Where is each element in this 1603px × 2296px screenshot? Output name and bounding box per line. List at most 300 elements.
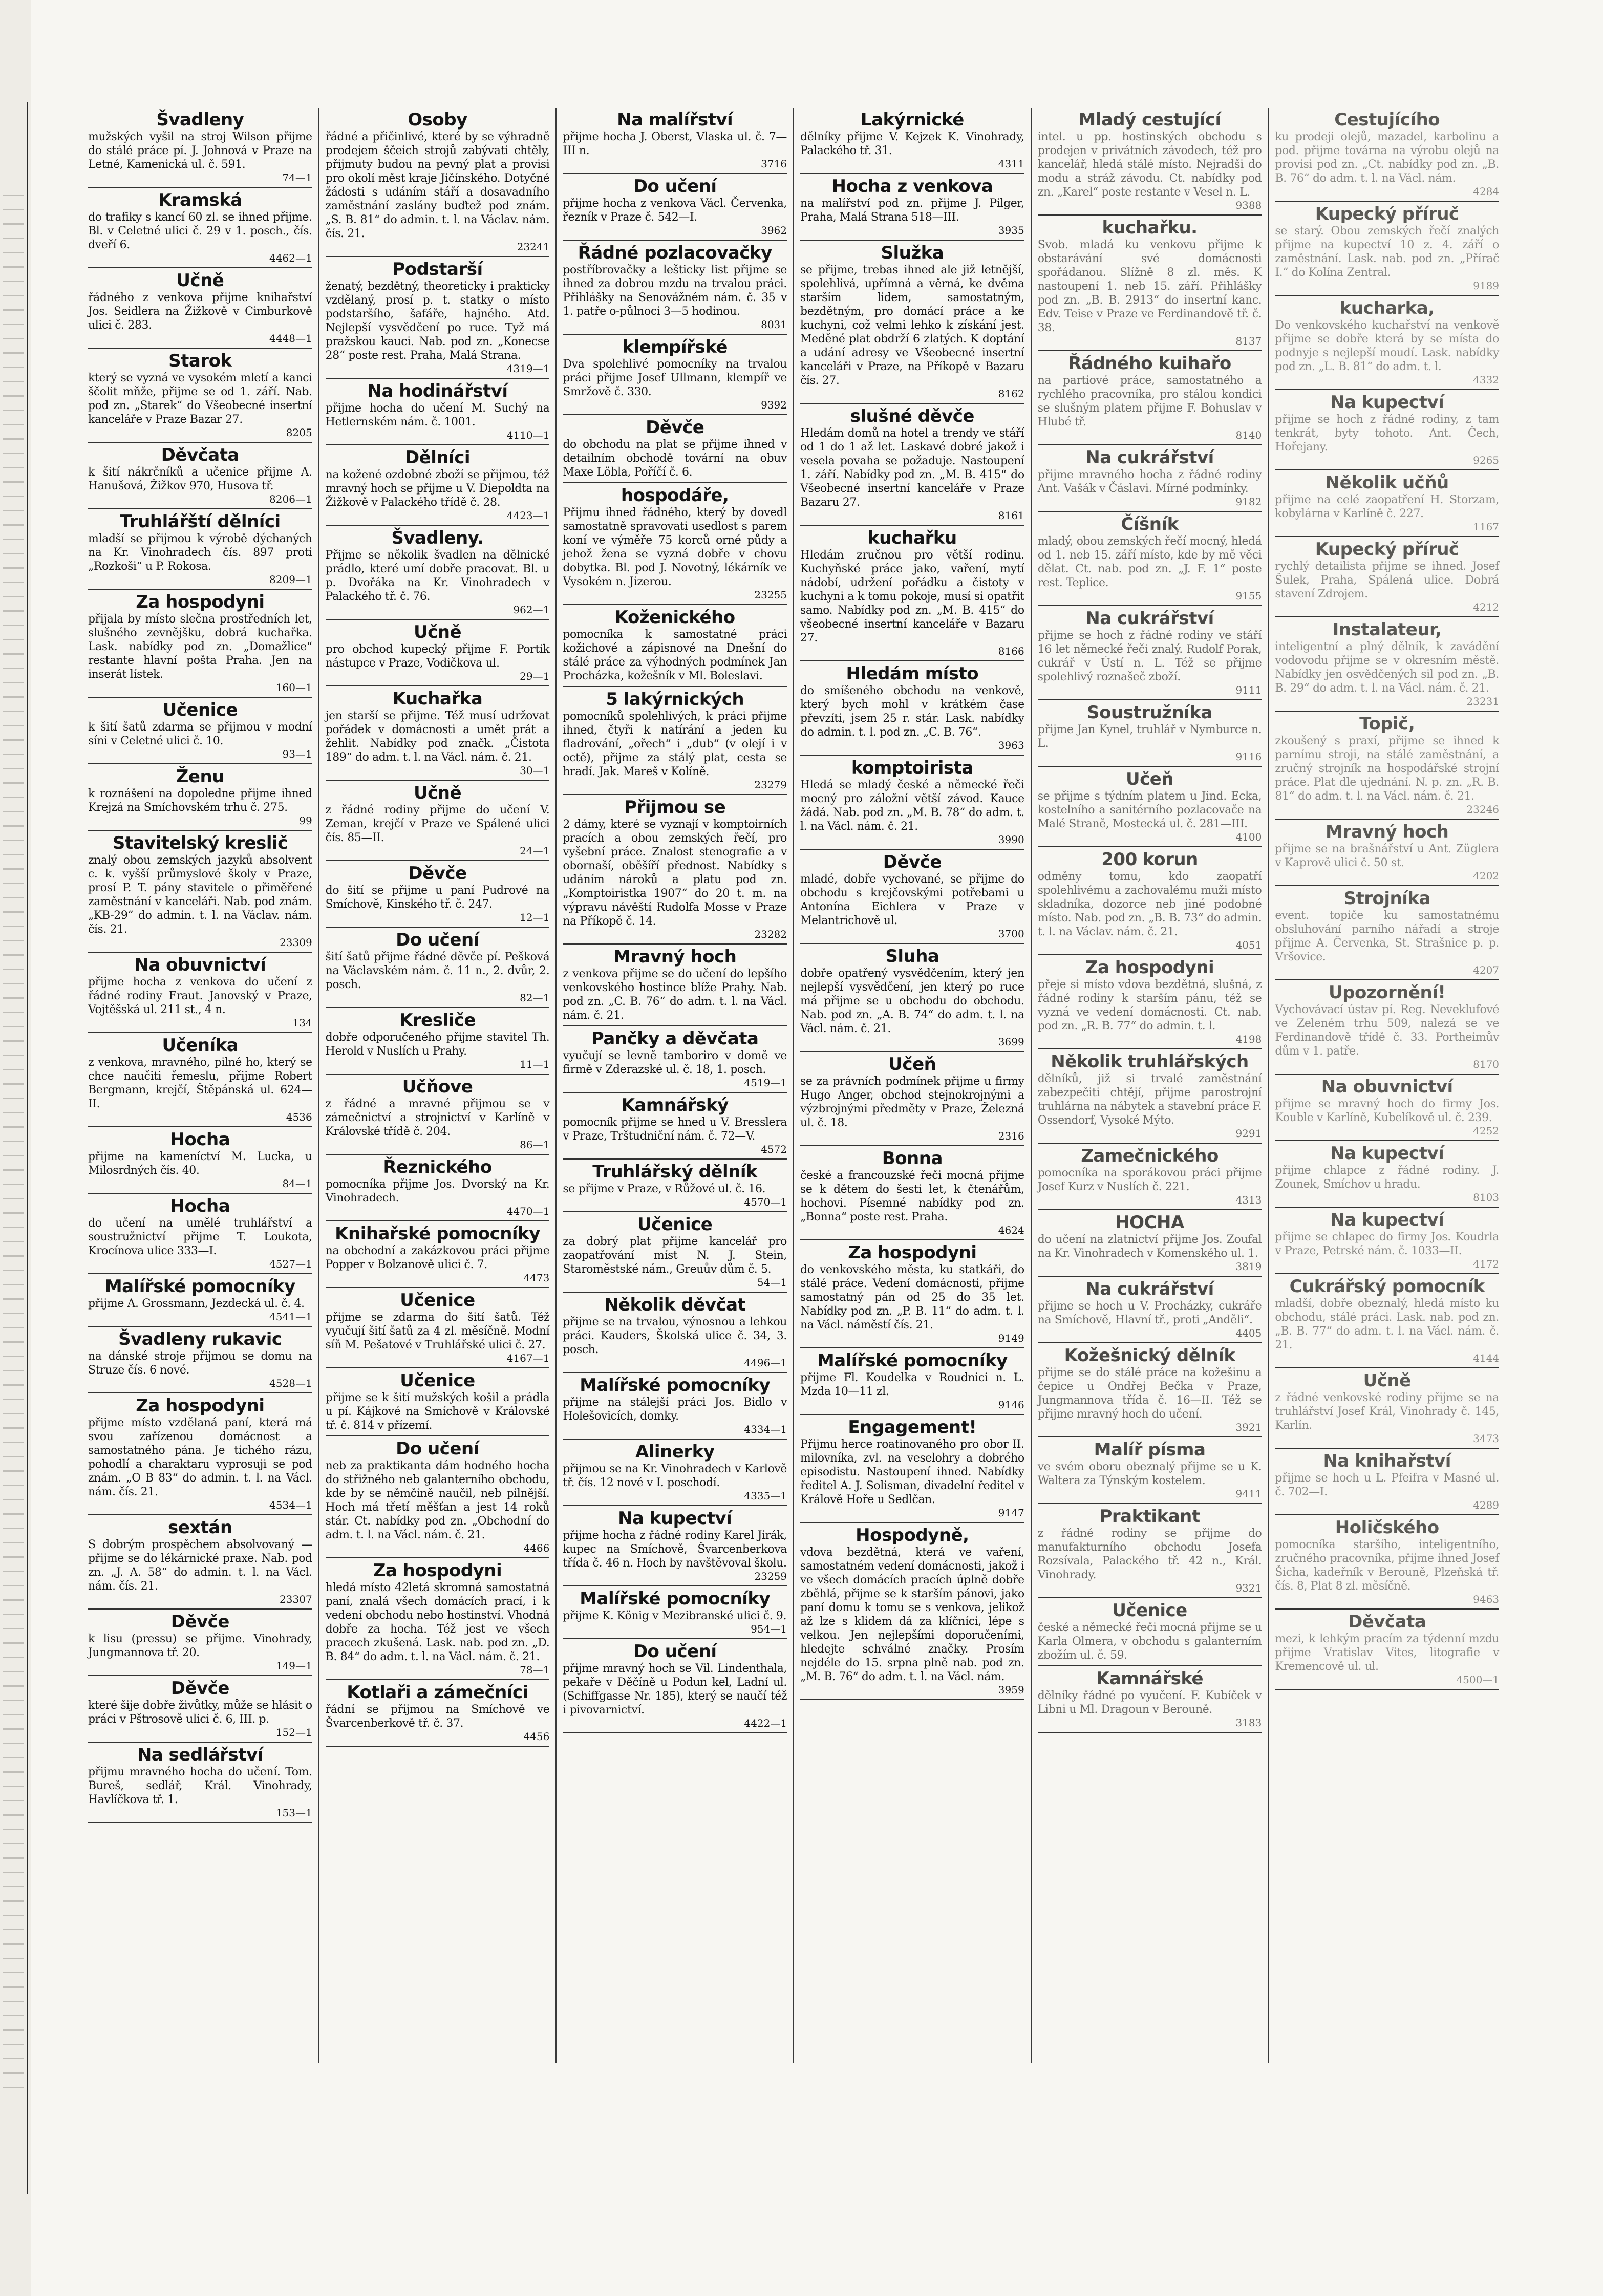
ad-heading: Na kupectví [1330,392,1444,413]
ad-body-text: ve svém oboru obeznalý přijme se u K. Waltera za Týnským kostelem. [1037,1461,1262,1487]
classified-ad [88,1194,312,1274]
classified-ad [563,1373,787,1440]
classified-ad [326,1558,550,1680]
ad-reference-number: 962—1 [513,604,550,616]
classified-ad [563,483,787,605]
ad-body-text: které šije dobře živůtky, může se hlásit o práci v Pštrosově ulici č. 6, III. p. [88,1699,312,1726]
ad-heading: Na cukrářství [1085,447,1214,468]
ad-heading: Na kupectví [1330,1143,1444,1164]
ad-body-text: dobře odporučeného přijme stavitel Th. Herold v Nuslích u Prahy. [325,1031,550,1058]
ad-body-text: přijala by místo slečna prostředních let, slušného zevnějšku, dobrá kuchařka. Lask. nabídky pod zn. „Domažlice“ restante hlavní pošta Praha. Jen na inserát lístek. [88,613,312,681]
ad-reference-number: 2316 [998,1130,1024,1142]
ad-body-text: Přijme se několik švadlen na dělnické prádlo, které umí dobře pracovat. Bl. u p. Dvořáka na Kr. Vinohradech v Palackého tř. č. 76. [325,549,550,603]
ad-reference-number: 4470—1 [506,1205,550,1217]
ad-heading: Na knihařství [1323,1451,1451,1471]
classified-ad [800,1348,1024,1415]
classified-ad [1038,216,1262,351]
classified-ad [1038,1666,1262,1733]
ad-body-text: přijme hocha do učení M. Suchý na Hetlernském nám. č. 1001. [325,402,550,428]
classified-ad [88,1676,312,1743]
ad-heading: hospodáře, [621,485,729,506]
ad-heading: Švadleny. [391,528,484,548]
ad-body-text: do trafiky s kancí 60 zl. se ihned přijme. Bl. v Celetné ulici č. 29 v 1. posch., čís. dveří 6. [88,211,312,251]
ad-body-text: k šití nákrčníků a učenice přijme A. Hanušová, Žižkov 970, Husova tř. [88,466,312,492]
classified-ad [88,1743,312,1823]
ad-body-text: pro obchod kupecký přijme F. Portik nástupce v Praze, Vodičkova ul. [325,643,550,670]
ad-body-text: řádné a přičinlivé, které by se výhradně prodejem ščeich strojů zabývati chtěly, přijmuty budou na pevný plat a provisi pro okolí měst kraje Jičínského. Dotyčné žádosti s udáním stáří a dosavadního zaměstnání zaslány buďtež pod znám. „S. B. 81“ do admin. t. l. na Václav. nám. čís. 21. [325,131,550,240]
classified-ad [1275,1141,1499,1208]
ad-body-text: inteligentní a plný dělník, k zavádění vodovodu přijme se v okresním městě. Nabídky jen osvědčených sil pod zn. „B. B. 29“ do adm. t. l. na Václ. nám. č. 21. [1275,640,1500,695]
ad-reference-number: 4252 [1473,1125,1500,1137]
classified-ad [1038,606,1262,700]
classified-ad [1275,712,1499,820]
ad-reference-number: 4167—1 [506,1352,550,1364]
ad-reference-number: 8140 [1235,429,1262,441]
ad-heading: Hocha [170,1196,230,1216]
classified-ad [563,1440,787,1506]
classified-ad [88,590,312,698]
ad-heading: Cestujícího [1334,110,1440,130]
ad-reference-number: 9147 [998,1507,1024,1519]
ad-body-text: přijme se na trvalou, výnosnou a lehkou práci. Kauders, Školská ulice č. 34, 3. posch. [563,1316,787,1356]
ad-body-text: mezi, k lehkým pracím za týdenní mzdu přijme Vratislav Vites, litografie v Kremencově ul. ul. [1275,1633,1500,1673]
ad-reference-number: 84—1 [282,1177,312,1190]
ad-heading: kuchařku. [1102,218,1198,238]
ad-heading: Číšník [1121,514,1179,534]
classified-ad [326,1075,550,1155]
ad-heading: Malířské pomocníky [817,1350,1008,1371]
ad-body-text: pomocníka přijme Jos. Dvorský na Kr. Vinohradech. [325,1178,550,1205]
ad-body-text: event. topiče ku samostatnému obsluhování parního nářadí a stroje přijme A. Červenka, St. Strašnice p. p. Vršovice. [1275,909,1500,963]
ad-body-text: přijme mravný hoch se Vil. Lindenthala, pekaře v Děčíně u Podun kel, Ladní ul. (Schiffgasse Nr. 185), který se naučí též i pivovarnictví. [563,1662,787,1716]
classified-ad [88,1327,312,1393]
ad-body-text: vdova bezdětná, která ve vaření, samostatném vedení domácnosti, jakož i ve všech domácích pracích úplně dobře zběhlá, přijme se k starším pánovi, jako paní domu k tomu se s venkova, jelikož až lze s klidem dá za klíčníci, lépe s velkou. Jen nejlepšími doporučeními, hledejte schválné značky. Prosím nejdéle do 15. srpna plně nab. pod zn. „M. B. 76“ do adm. t. l. na Václ. nám. [800,1546,1024,1683]
classified-ad [1038,1210,1262,1277]
ad-reference-number: 9146 [998,1399,1024,1411]
ad-reference-number: 9149 [998,1332,1024,1344]
ad-body-text: do smíšeného obchodu na venkově, který bych mohl v krátkém čase převzíti, jsem 25 r. stár. Lask. nabídky do admin. t. l. pod zn. „C. B. 76“. [800,684,1024,739]
classified-ad [1038,1277,1262,1343]
ad-body-text: přijme se hoch u L. Pfeifra v Masné ul. č. 702—I. [1275,1472,1500,1498]
ad-reference-number: 4473 [523,1272,550,1284]
ad-heading: Lakýrnické [860,110,964,130]
ad-reference-number: 152—1 [275,1726,312,1739]
ad-reference-number: 54—1 [757,1276,787,1289]
classified-ad [1038,1144,1262,1210]
classified-ad [88,108,312,188]
ad-heading: Řádného kuihařo [1068,353,1231,374]
ad-heading: Topič, [1359,714,1415,734]
ad-heading: Holičského [1335,1517,1439,1538]
classified-ad [800,526,1024,661]
ad-body-text: přijme se k šití mužských košil a prádla u pí. Kájkové na Smíchově v Královské tř. č. 814 v přízemí. [325,1391,550,1432]
ad-reference-number: 78—1 [520,1664,550,1676]
ad-body-text: řádného z venkova přijme knihařství Jos. Seidlera na Žižkově v Cimburkově ulici č. 283. [88,291,312,332]
ad-heading: Učně [413,622,462,642]
ad-reference-number: 1167 [1473,521,1500,533]
ad-heading: Kamnářské [1096,1668,1204,1689]
column-2 [319,108,557,2063]
ad-body-text: přijme se na brašnářství u Ant. Züglera v Kaprově ulici č. 50 st. [1275,843,1500,869]
classified-ad [1275,390,1499,470]
ad-body-text: se přijme, trebas ihned ale již letnější, spolehlivá, upřímná a věrná, ke dvěma starším lidem, samostatným, bezdětným, pro domácí práce a ke kuchyni, což velmi lehko k získání jest. Meděné plat obdrží 6 zlatých. K doptání a udání adresy ve Všeobecné insertní kanceláři v Praze, na Příkopě v Bazaru čís. 27. [800,264,1024,387]
ad-reference-number: 8161 [998,509,1024,522]
ad-body-text: k roznášení na dopoledne přijme ihned Krejzá na Smíchovském trhu č. 275. [88,787,312,814]
ad-reference-number: 82—1 [520,992,550,1004]
ad-body-text: na kožené ozdobné zboží se přijmou, též mravný hoch se přijme u V. Diepoldta na Žižkově v Palackého třídě č. 28. [325,468,550,509]
ad-heading: Mravný hoch [1326,822,1449,842]
ad-reference-number: 4519—1 [744,1077,787,1089]
ad-body-text: do šití se přijme u paní Pudrové na Smíchově, Kinského tř. č. 247. [325,884,550,911]
ad-body-text: 2 dámy, které se vyznají v komptoirních pracích a obou zemských řečí, pro vyšební práce. Znalost stenografie a v obornaší, oběšíří přednost. Nabídky s udáním nároků a platu pod zn. „Komptoiristka 1907“ do 20 t. m. na výpravu návěští Rudolfa Mosse v Praze na Příkopě č. 14. [563,818,787,928]
classified-ad [88,953,312,1033]
classified-ad [326,928,550,1008]
ad-reference-number: 4541—1 [269,1311,312,1323]
ad-body-text: přijme na kameníctví M. Lucka, u Milosrdných čís. 40. [88,1150,312,1177]
ad-heading: Děvčata [1348,1612,1426,1632]
ad-heading: Děvče [408,863,467,884]
ad-reference-number: 4570—1 [744,1196,787,1208]
ad-body-text: mužských vyšil na stroj Wilson přijme do stálé práce pí. J. Johnová v Praze na Letné, Kamenická ul. č. 591. [88,131,312,171]
classified-ad [563,1586,787,1639]
classified-ad [563,1026,787,1093]
ad-body-text: Přijmu ihned řádného, který by dovedl samostatně spravovati usedlost s parem koní ve výměře 75 korců orné půdy a jehož žena se vyzná dobře v chovu dobytka. Bl. pod J. Novotný, lékárník ve Vysokém n. Jizerou. [563,506,787,588]
classified-ad [800,1415,1024,1523]
ad-body-text: přijme mravného hocha z řádné rodiny Ant. Vašák v Čáslavi. Mírné podmínky. [1037,468,1262,495]
classified-ad [88,349,312,443]
classified-ad [1275,820,1499,886]
ad-heading: Služka [881,243,944,263]
classified-ad [1275,886,1499,980]
classified-ad [800,108,1024,174]
ad-heading: Stavitelský kreslič [112,833,288,853]
classified-ads-columns [82,108,1505,2063]
ad-body-text: přijme A. Grossmann, Jezdecká ul. č. 4. [88,1297,305,1310]
ad-reference-number: 4144 [1473,1352,1500,1364]
previous-page-text-fragment [3,195,24,2101]
ad-heading: Hocha z venkova [831,176,993,197]
classified-ad [1275,202,1499,296]
ad-body-text: přijmu mravného hocha do učení. Tom. Bureš, sedlář, Král. Vinohrady, Havlíčkova tř. 1. [88,1766,312,1806]
classified-ad [563,1506,787,1586]
ad-reference-number: 9155 [1235,590,1262,602]
ad-heading: 5 lakýrnických [606,689,744,710]
ad-body-text: přijme se hoch u V. Procházky, cukráře na Smíchově, Hlavní tř., proti „Anděli“. [1037,1300,1262,1326]
classified-ad [88,1274,312,1327]
classified-ad [326,257,550,379]
classified-ad [1275,1515,1499,1610]
ad-body-text: z venkova, mravného, pilné ho, který se chce naučiti řemeslu, přijme Robert Bergmann, krejčí, Štěpánská ul. 624—II. [88,1056,312,1110]
classified-ad [800,1052,1024,1146]
ad-heading: Hledám místo [846,663,979,684]
classified-ad [563,687,787,795]
ad-reference-number: 23279 [754,779,787,791]
ad-body-text: dělníky řádné po vyučení. F. Kubíček v Libni u Ml. Dragoun v Berouně. [1037,1689,1262,1716]
ad-body-text: neb za praktikanta dám hodného hocha do střižného neb galanterního obchodu, kde by se němčině naučil, neb pilnější. Hoch má třetí měšťan a jest 14 roků stár. Ct. nabídky pod zn. „Obchodní do adm. t. l. na Václ. nám. č. 21. [325,1460,550,1541]
ad-body-text: odměny tomu, kdo zaopatří spolehlivému a zachovalému muži místo skladníka, dozorce neb jiné podobné místo. Nab. pod zn. „B. B. 73“ do admin. t. l. na Václav. nám. č. 21. [1037,870,1262,938]
ad-reference-number: 4423—1 [506,509,550,522]
classified-ad [563,174,787,241]
ad-heading: Na cukrářství [1085,1279,1214,1299]
ad-heading: Učeníka [162,1035,239,1056]
ad-body-text: na partiové práce, samostatného a rychlého pracovníka, pro stálou kondici se slušným platem přijme F. Bohuslav v Hlubé tř. [1037,374,1262,428]
ad-heading: kucharka, [1339,298,1435,318]
column-3 [557,108,794,2063]
ad-body-text: přijme místo vzdělaná paní, která má svou zařízenou domácnost a samostatného pána. Je tichého rázu, pohodlí a charaktaru vyprosuji se pod znám. „O B 83“ do admin. t. l. na Václ. nám. čís. 21. [88,1417,312,1498]
ad-heading: Podstarší [392,259,483,280]
ad-heading: sextán [168,1517,232,1538]
classified-ad [326,1680,550,1747]
ad-body-text: se starý. Obou zemských řečí znalých přijme na kupectví 10 z. 4. září o zaměstnání. Lask. nab. pod zn. „Přírač I.“ do Kolína Zentral. [1275,225,1500,279]
ad-reference-number: 23259 [754,1570,787,1582]
ad-heading: Do učení [396,1439,479,1459]
ad-body-text: Přijmu herce roatinovaného pro obor II. milovníka, zvl. na veselohry a dobrého episodistu. Nastoupení ihned. Nabídky ředitel A. J. Solisman, divadelní ředitel v Králově Hoře u Sedlčan. [800,1438,1024,1506]
ad-reference-number: 4289 [1473,1499,1500,1511]
classified-ad [88,1393,312,1515]
classified-ad [1275,1449,1499,1515]
ad-heading: HOCHA [1115,1212,1184,1233]
ad-reference-number: 4448—1 [269,332,312,345]
ad-heading: Cukrářský pomocník [1289,1276,1485,1297]
ad-reference-number: 23282 [754,928,787,940]
classified-ad [326,781,550,861]
ad-body-text: z venkova přijme se do učení do lepšího venkovského hostince blíže Prahy. Nab. pod zn. „C. B. 76“ do adm. t. l. na Václ. nám. č. 21. [563,968,787,1022]
ad-heading: Za hospodyni [848,1242,977,1263]
column-6 [1269,108,1505,2063]
classified-ad [563,795,787,945]
classified-ad [326,1436,550,1558]
ad-heading: Děvče [883,852,942,872]
ad-heading: Učeň [888,1054,936,1075]
ad-body-text: přijme hocha z řádné rodiny Karel Jirák, kupec na Smíchově, Švarcenberkova třída č. 46 n. Hoch by navštěvoval školu. [563,1529,787,1570]
ad-body-text: přijme se chlapec do firmy Jos. Koudrla v Praze, Petrské nám. č. 1033—II. [1275,1231,1500,1257]
ad-reference-number: 4500—1 [1456,1673,1500,1686]
classified-ad [1038,847,1262,955]
ad-reference-number: 9116 [1235,750,1262,763]
ad-body-text: dělníků, již si trvalé zaměstnání zabezpečiti chtějí, přijme parostrojní truhlárna na nábytek a stavební práce F. Ossendorf, Vysoké Mýto. [1037,1072,1262,1127]
ad-heading: Za hospodyni [136,1396,265,1416]
ad-heading: Na cukrářství [1085,608,1214,629]
ad-reference-number: 4527—1 [269,1258,312,1270]
ad-reference-number: 4572 [761,1143,787,1155]
classified-ad [326,1288,550,1368]
ad-heading: Dělníci [404,447,471,468]
ad-reference-number: 4051 [1235,939,1262,951]
ad-body-text: z řádné rodiny se přijme do manufakturního obchodu Josefa Rozsívala, Palackého tř. 42 n., Král. Vinohrady. [1037,1527,1262,1581]
ad-body-text: Dva spolehlivé pomocníky na trvalou práci přijme Josef Ullmann, klempíř ve Smržově č. 330. [563,358,787,398]
ad-body-text: přijme se do stálé práce na kožešinu a čepice u Ondřej Bečka v Praze, Jungmannova třída č. 16—II. Též se přijme mravný hoch do učení. [1037,1366,1262,1421]
ad-body-text: přijme K. König v Mezibranské ulici č. 9. [563,1610,787,1622]
classified-ad [88,698,312,764]
ad-heading: Na obuvnictví [134,955,266,975]
classified-ad [326,1008,550,1075]
ad-heading: slušné děvče [850,406,974,426]
ad-heading: Praktikant [1099,1506,1200,1527]
classified-ad [1275,296,1499,390]
classified-ad [1275,537,1499,617]
ad-heading: Kožešnický dělník [1064,1345,1235,1366]
classified-ad [1275,1368,1499,1449]
ad-heading: Učenice [162,700,238,720]
ad-heading: Kuchařka [392,689,483,709]
ad-heading: Děvčata [161,445,239,465]
classified-ad [800,1523,1024,1700]
classified-ad [1038,1343,1262,1437]
ad-reference-number: 4212 [1473,601,1500,613]
classified-ad [1038,108,1262,216]
classified-ad [563,1293,787,1373]
ad-heading: Mladý cestující [1078,110,1221,130]
classified-ad [326,1221,550,1288]
ad-reference-number: 9265 [1473,454,1500,466]
classified-ad [1038,1437,1262,1504]
ad-heading: Soustružníka [1087,702,1212,723]
ad-heading: Kamnářský [621,1095,729,1115]
ad-body-text: přijme se hoch z řádné rodiny ve stáří 16 let německé řeči znalý. Rudolf Porak, cukrář v Ústí n. L. Též se přijme spolehlivý roznašeč zboží. [1037,629,1262,683]
ad-reference-number: 4313 [1235,1194,1262,1206]
ad-reference-number: 99 [299,814,312,827]
classified-ad [1275,1208,1499,1274]
ad-body-text: k lisu (pressu) se přijme. Vinohrady, Jungmannova tř. 20. [88,1633,312,1659]
ad-heading: Za hospodyni [136,592,265,612]
classified-ad [326,861,550,928]
ad-body-text: přijme se zdarma do šití šatů. Též vyučují šití šatů za 4 zl. měsíčně. Modní síň M. Pešatové v Truhlářské ulici č. 27. [325,1311,550,1351]
ad-reference-number: 4405 [1235,1327,1262,1339]
previous-page-column-rule [27,102,28,2194]
classified-ad [1275,1075,1499,1141]
ad-heading: Učně [413,783,462,803]
ad-reference-number: 3700 [998,928,1024,940]
ad-reference-number: 9388 [1235,199,1262,211]
ad-body-text: přijme na stálejší práci Jos. Bidlo v Holešovicích, domky. [563,1396,787,1423]
ad-body-text: přijme se mravný hoch do firmy Jos. Kouble v Karlíně, Kubelíkově ul. č. 239. [1275,1098,1500,1124]
ad-heading: Kramská [158,190,242,210]
ad-reference-number: 8162 [998,388,1024,400]
classified-ad [88,1033,312,1127]
classified-ad [88,188,312,268]
classified-ad [563,1160,787,1212]
ad-reference-number: 8137 [1235,335,1262,347]
ad-heading: Do učení [396,930,479,950]
ad-heading: 200 korun [1101,849,1198,870]
ad-reference-number: 4496—1 [744,1357,787,1369]
classified-ad [1038,1504,1262,1598]
ad-heading: Osoby [408,110,467,130]
ad-heading: Kupecký příruč [1315,204,1459,224]
ad-reference-number: 9392 [761,399,787,411]
ad-reference-number: 23246 [1466,803,1500,816]
ad-body-text: pomocníků spolehlivých, k práci přijme ihned, čtyři k natírání a jeden ku fladrování, „ořech“ i „dub“ (v olejí i v octě), přijme za stálý plat, cesta se hradí. Jak. Mareš v Kolíně. [563,710,787,778]
classified-ad [1038,512,1262,606]
ad-reference-number: 93—1 [282,748,312,760]
ad-heading: Alinerky [635,1442,715,1462]
ad-reference-number: 4202 [1473,870,1500,882]
ad-reference-number: 4335—1 [744,1490,787,1502]
ad-reference-number: 160—1 [275,681,312,694]
classified-ad [800,661,1024,756]
classified-ad [800,1240,1024,1348]
ad-body-text: šití šatů přijme řádné děvče pí. Pešková na Václavském nám. č. 11 n., 2. dvůr, 2. posch. [325,951,550,991]
classified-ad [326,620,550,686]
ad-heading: Na kupectví [618,1508,732,1529]
ad-reference-number: 153—1 [275,1807,312,1819]
ad-body-text: intel. u pp. hostinských obchodu s prodejen v privátních závodech, též pro kancelář, hledá stálé místo. Nejradši do modu a stráž závodu. Ct. nabídky pod zn. „Karel“ poste restante v Vesel n. L. [1037,131,1262,199]
ad-heading: komptoirista [851,758,973,778]
ad-body-text: který se vyzná ve vysokém mletí a kanci ščolit mňže, přijme se od 1. září. Nab. pod zn. „Starek“ do Všeobecné insertní kanceláře v Praze Bazar 27. [88,372,312,426]
ad-reference-number: 3699 [998,1036,1024,1048]
classified-ad [1038,351,1262,445]
ad-reference-number: 4534—1 [269,1499,312,1511]
classified-ad [800,756,1024,850]
ad-heading: Instalateur, [1332,619,1442,640]
ad-body-text: znalý obou zemských jazyků absolvent c. k. vyšší průmyslové školy v Praze, prosí P. T. pány stavitele o přiměřené zaměstnání v kanceláři. Nab. pod znám. „KB-29“ do admin. t. l. na Václav. nám. čís. 21. [88,854,312,936]
ad-heading: Několik děvčat [604,1295,746,1315]
ad-body-text: z řádné a mravné přijmou se v zámečnictví a strojnictví v Karlíně v Královské třídě č. 204. [325,1098,550,1138]
ad-body-text: české a francouzské řeči mocná přijme se k dětem do šesti let, k čtenářům, hochovi. Písemné nabídky pod zn. „Bonna“ poste rest. Praha. [800,1169,1024,1224]
ad-body-text: přijme se hoch z řádné rodiny, z tam tenkrát, byty tohoto. Ant. Čech, Hořejany. [1275,413,1500,454]
ad-reference-number: 3183 [1235,1716,1262,1729]
ad-body-text: do učení na umělé truhlářství a soustružnictví přijme T. Loukota, Krocínova ulice 333—I. [88,1217,312,1257]
ad-heading: Několik truhlářských [1051,1052,1249,1072]
ad-heading: Učenice [400,1370,475,1391]
ad-heading: Malířské pomocníky [580,1589,771,1609]
ad-reference-number: 11—1 [520,1058,550,1070]
ad-reference-number: 23241 [517,241,550,253]
ad-body-text: dělníky přijme V. Kejzek K. Vinohrady, Palackého tř. 31. [800,131,1024,157]
ad-reference-number: 9111 [1235,684,1262,696]
classified-ad [326,1368,550,1436]
ad-reference-number: 954—1 [751,1623,787,1635]
ad-reference-number: 4311 [998,158,1024,170]
ad-heading: Učňove [402,1077,473,1097]
classified-ad [563,108,787,174]
ad-heading: Řeznického [383,1157,492,1177]
ad-heading: Na hodinářství [367,381,508,401]
ad-reference-number: 3935 [998,224,1024,237]
ad-body-text: přijme na celé zaopatření H. Storzam, kobylárna v Karlíně č. 227. [1275,493,1500,520]
ad-heading: Kresliče [399,1010,476,1031]
ad-body-text: na dánské stroje přijmou se domu na Struze čís. 6 nové. [88,1350,312,1377]
classified-ad [1275,1274,1499,1368]
ad-heading: Kotlaři a zámečníci [347,1682,528,1703]
classified-ad [88,268,312,349]
ad-body-text: Do venkovského kuchařství na venkově přijme se dobře která by se místa do podnyje s nejlepší moudí. Lask. nabídky pod zn. „L. B. 81“ do adm. t. l. [1275,319,1500,373]
ad-reference-number: 8103 [1473,1191,1500,1204]
classified-ad [326,1155,550,1221]
ad-body-text: české a německé řeči mocná přijme se u Karla Olmera, v obchodu s galanterním zbožím ul. č. 59. [1037,1621,1262,1662]
ad-reference-number: 23307 [280,1593,312,1605]
classified-ad [1275,980,1499,1075]
classified-ad [88,443,312,509]
ad-reference-number: 4100 [1235,831,1262,843]
ad-reference-number: 4624 [998,1224,1024,1236]
ad-heading: Truhlářští dělníci [119,511,281,532]
ad-body-text: hledá místo 42letá skromná samostatná paní, znalá všech domácích prací, i k vedení obchodu nebo hostinství. Vhodná dobře za hocha. Též jest ve všech pracech zkušená. Lask. nab. pod zn. „D. B. 84“ do adm. t. l. na Václ. nám. č. 21. [325,1581,550,1663]
ad-reference-number: 8205 [286,426,312,439]
ad-reference-number: 74—1 [282,171,312,184]
ad-reference-number: 3716 [761,158,787,170]
ad-heading: Sluha [885,946,939,967]
classified-ad [563,1639,787,1733]
classified-ad [800,174,1024,241]
ad-body-text: ku prodeji olejů, mazadel, karbolinu a pod. přijme továrna na výrobu olejů na provisi pod zn. „Ct. nabídky pod zn. „B. B. 76“ do adm. t. l. na Václ. nám. [1275,131,1500,185]
ad-heading: Děvče [646,417,704,438]
ad-body-text: Hledá se mladý české a německé řeči mocný pro záložní větší závod. Kauce žádá. Nab. pod zn. „M. B. 78“ do adm. t. l. na Václ. nám. č. 21. [800,779,1024,833]
classified-ad [1038,700,1262,767]
classified-ad [1038,1049,1262,1144]
ad-body-text: pomocníka k samostatné práci kožichové a zápisnové na Dnešní do stálé práce za výhodných podmínek Jan Procházka, kožešník v Ml. Boleslavi. [563,628,787,682]
ad-heading: Mravný hoch [613,947,737,967]
